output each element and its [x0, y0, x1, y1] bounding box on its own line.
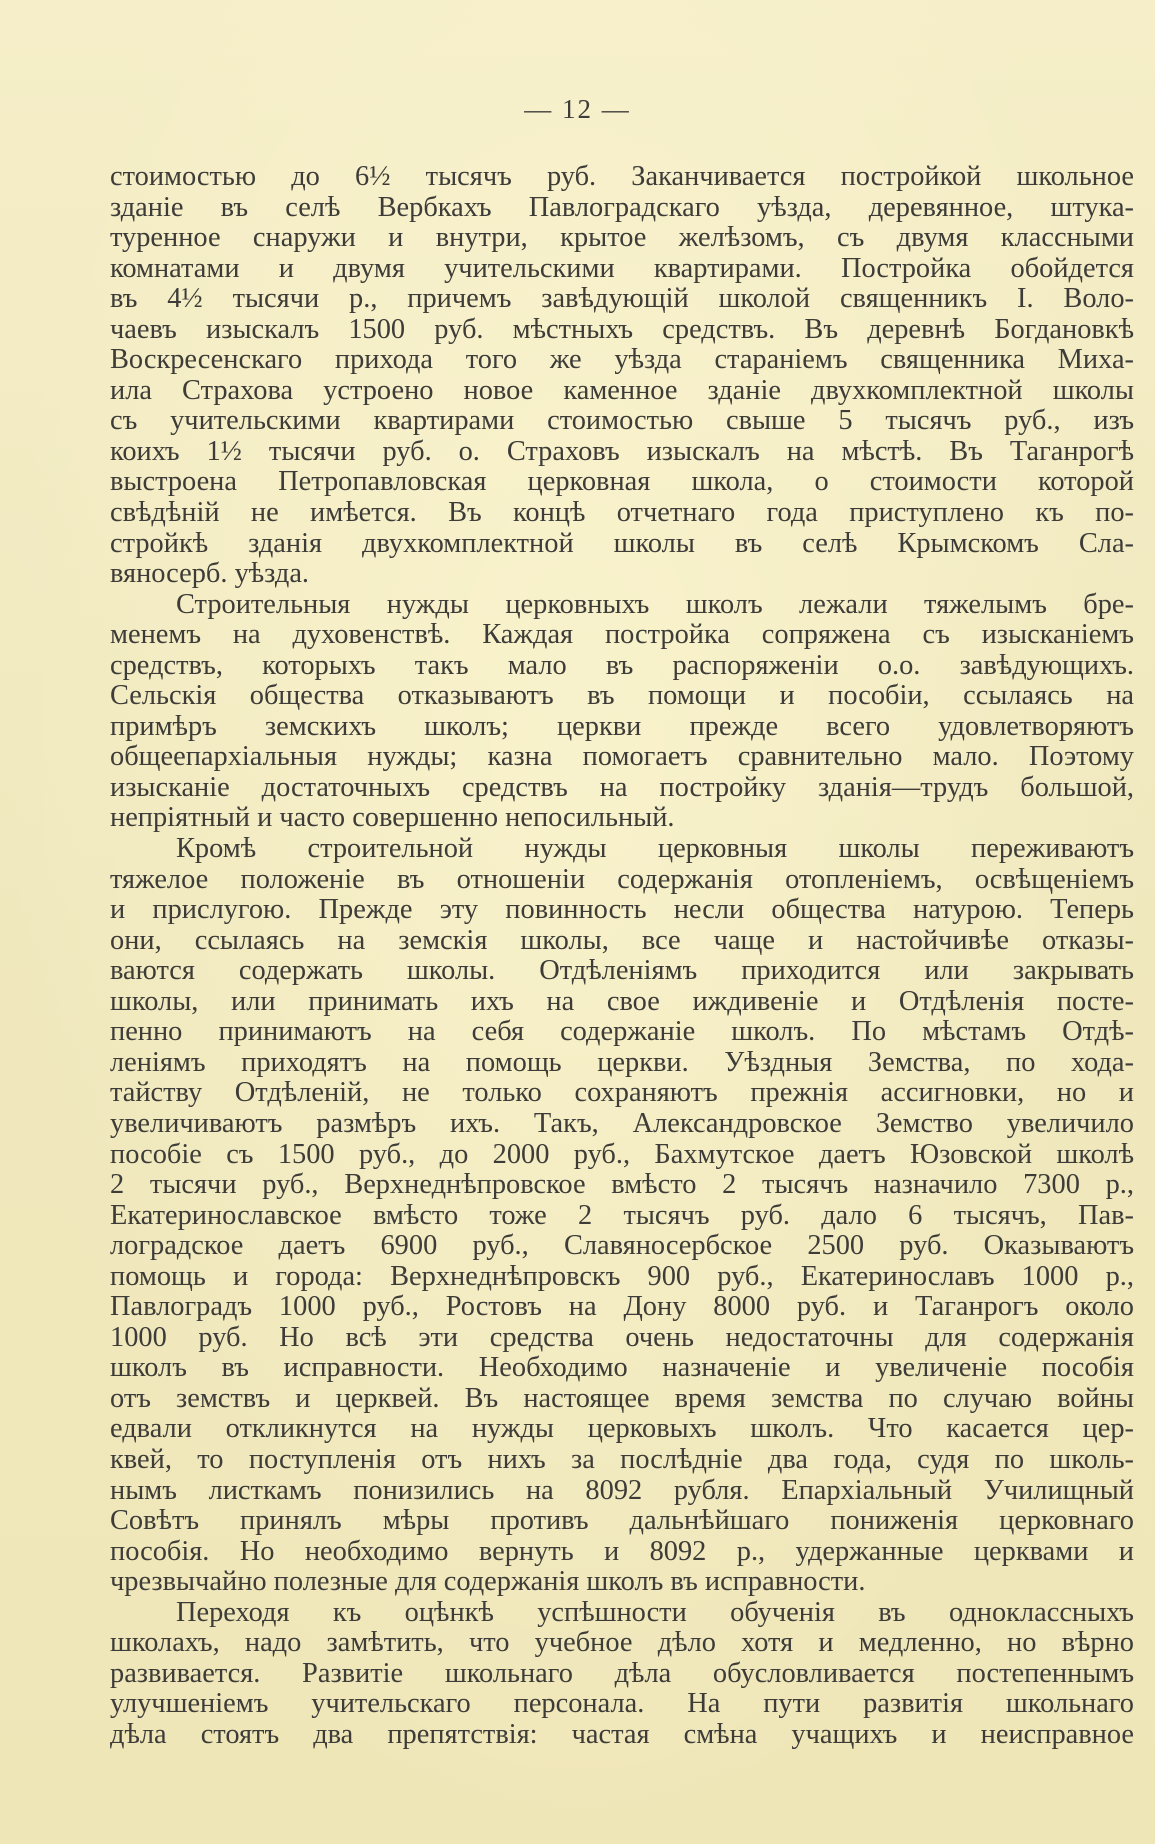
text-line: чрезвычайно полезные для содержанія школъ въ исправности. [110, 1566, 866, 1598]
text-line: въ 4½ тысячи р., причемъ завѣдующій школой священникъ І. Воло- [110, 283, 1134, 315]
text-line: лоградское даетъ 6900 руб., Славяносербское 2500 руб. Оказываютъ [110, 1230, 1134, 1262]
text-line: свѣдѣній не имѣется. Въ концѣ отчетнаго года приступлено къ по- [110, 497, 1134, 529]
text-line: вяносерб. уѣзда. [110, 558, 310, 590]
text-line: комнатами и двумя учительскими квартирами. Постройка обойдется [110, 252, 1134, 284]
body-text [110, 162, 1134, 1750]
text-line: выстроена Петропавловская церковная школа, о стоимости которой [110, 466, 1134, 498]
text-line: тяжелое положеніе въ отношеніи содержанія отопленіемъ, освѣщеніемъ [110, 863, 1134, 895]
text-line: общеепархіальныя нужды; казна помогаетъ сравнительно мало. Поэтому [110, 741, 1134, 773]
text-line: Переходя къ оцѣнкѣ успѣшности обученія въ одноклассныхъ [176, 1596, 1134, 1628]
text-line: нымъ листкамъ понизились на 8092 рубля. Епархіальный Училищный [110, 1474, 1134, 1506]
text-line: дѣла стоятъ два препятствія: частая смѣна учащихъ и неисправное [110, 1718, 1134, 1750]
text-line: пособіе съ 1500 руб., до 2000 руб., Бахмутское даетъ Юзовской школѣ [110, 1138, 1134, 1170]
text-line: 1000 руб. Но всѣ эти средства очень недостаточны для содержанія [110, 1321, 1134, 1353]
text-line: средствъ, которыхъ такъ мало въ распоряженіи о.о. завѣдующихъ. [110, 649, 1134, 681]
text-line: Воскресенскаго прихода того же уѣзда стараніемъ священника Миха- [110, 344, 1134, 376]
text-line: менемъ на духовенствѣ. Каждая постройка сопряжена съ изысканіемъ [110, 619, 1134, 651]
text-line: развивается. Развитіе школьнаго дѣла обусловливается постепеннымъ [110, 1657, 1134, 1689]
text-line: едвали откликнутся на нужды церковыхъ школъ. Что касается цер- [110, 1413, 1134, 1445]
text-line: Екатеринославское вмѣсто тоже 2 тысячъ руб. дало 6 тысячъ, Пав- [110, 1199, 1134, 1231]
text-line: школахъ, надо замѣтить, что учебное дѣло хотя и медленно, но вѣрно [110, 1627, 1134, 1659]
text-line: пенно принимаютъ на себя содержаніе школъ. По мѣстамъ Отдѣ- [110, 1016, 1134, 1048]
text-line: ваются содержать школы. Отдѣленіямъ приходится или закрывать [110, 955, 1134, 987]
text-line: Павлоградъ 1000 руб., Ростовъ на Дону 8000 руб. и Таганрогъ около [110, 1291, 1134, 1323]
text-line: улучшеніемъ учительскаго персонала. На пути развитія школьнаго [110, 1688, 1134, 1720]
text-line: Совѣтъ принялъ мѣры противъ дальнѣйшаго пониженія церковнаго [110, 1505, 1134, 1537]
text-line: коихъ 1½ тысячи руб. о. Страховъ изыскалъ на мѣстѣ. Въ Таганрогѣ [110, 435, 1134, 467]
text-line: пособія. Но необходимо вернуть и 8092 р., удержанные церквами и [110, 1535, 1134, 1567]
text-line: Сельскія общества отказываютъ въ помощи и пособіи, ссылаясь на [110, 680, 1134, 712]
text-line: Строительныя нужды церковныхъ школъ лежали тяжелымъ бре- [176, 588, 1134, 620]
text-line: стройкѣ зданія двухкомплектной школы въ селѣ Крымскомъ Сла- [110, 527, 1134, 559]
text-line: они, ссылаясь на земскія школы, все чаще и настойчивѣе отказы- [110, 924, 1134, 956]
text-line: ила Страхова устроено новое каменное зданіе двухкомплектной школы [110, 374, 1134, 406]
text-line: Кромѣ строительной нужды церковныя школы переживаютъ [176, 833, 1134, 865]
text-line: квей, то поступленія отъ нихъ за послѣдніе два года, судя по школь- [110, 1443, 1134, 1475]
text-line: примѣръ земскихъ школъ; церкви прежде всего удовлетворяютъ [110, 710, 1134, 742]
text-line: стоимостью до 6½ тысячъ руб. Заканчивается постройкой школьное [110, 161, 1134, 192]
text-line: отъ земствъ и церквей. Въ настоящее время земства по случаю войны [110, 1382, 1134, 1414]
text-line: школъ въ исправности. Необходимо назначеніе и увеличеніе пособія [110, 1352, 1134, 1384]
text-line: 2 тысячи руб., Верхнеднѣпровское вмѣсто 2 тысячъ назначило 7300 р., [110, 1169, 1134, 1201]
text-line: увеличиваютъ размѣръ ихъ. Такъ, Александровское Земство увеличило [110, 1107, 1134, 1139]
text-line: зданіе въ селѣ Вербкахъ Павлоградскаго уѣзда, деревянное, штука- [110, 191, 1134, 223]
text-line: леніямъ приходятъ на помощь церкви. Уѣздныя Земства, по хода- [110, 1046, 1134, 1078]
text-line: школы, или принимать ихъ на свое иждивеніе и Отдѣленія посте- [110, 985, 1134, 1017]
page-number: — 12 — [524, 94, 631, 124]
text-line: изысканіе достаточныхъ средствъ на постройку зданія—трудъ большой, [110, 771, 1134, 803]
text-line: помощь и города: Верхнеднѣпровскъ 900 руб., Екатеринославъ 1000 р., [110, 1260, 1134, 1292]
text-line: непріятный и часто совершенно непосильный. [110, 802, 675, 834]
text-line: тайству Отдѣленій, не только сохраняютъ прежнія ассигновки, но и [110, 1077, 1134, 1109]
text-line: и прислугою. Прежде эту повинность несли общества натурою. Теперь [110, 894, 1134, 926]
text-line: съ учительскими квартирами стоимостью свыше 5 тысячъ руб., изъ [110, 405, 1134, 437]
text-line: чаевъ изыскалъ 1500 руб. мѣстныхъ средствъ. Въ деревнѣ Богдановкѣ [110, 313, 1134, 345]
text-line: туренное снаружи и внутри, крытое желѣзомъ, съ двумя классными [110, 222, 1134, 254]
